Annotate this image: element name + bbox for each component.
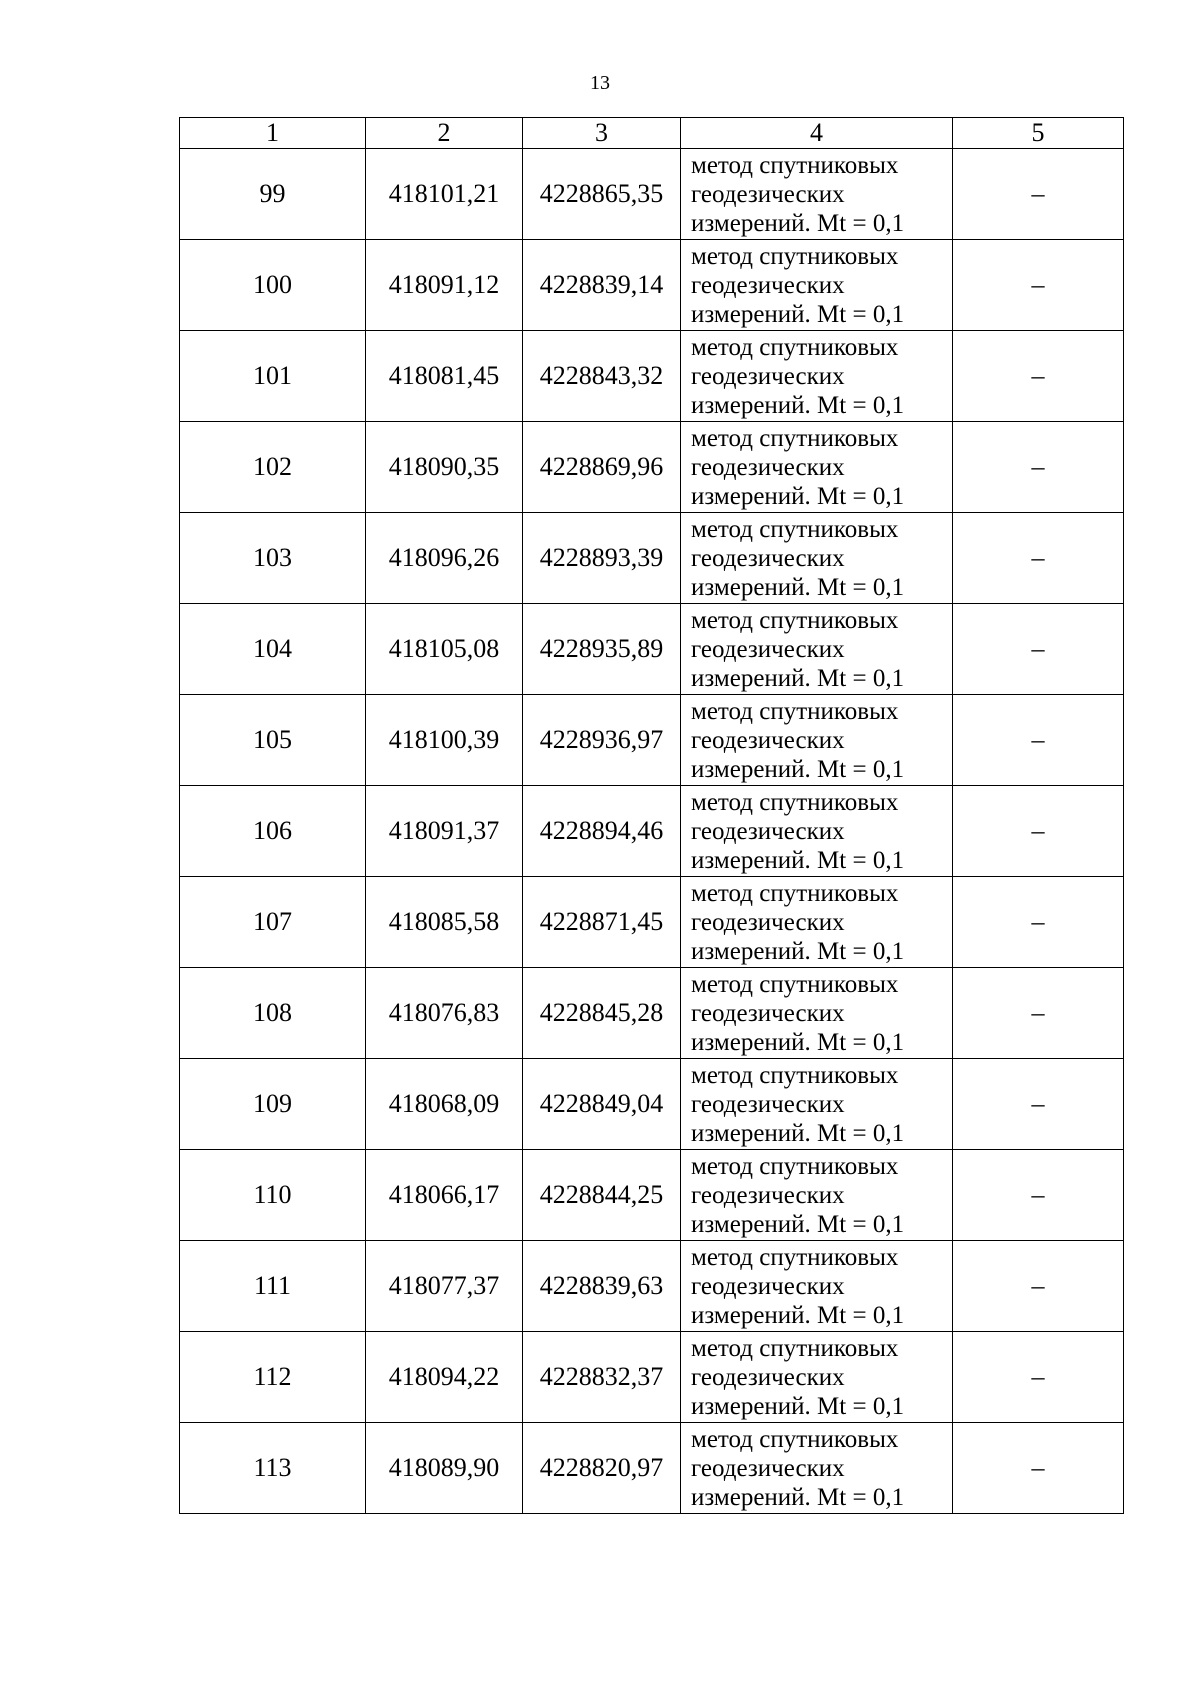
point-number: 101: [180, 331, 366, 422]
coordinate-x: 418101,21: [366, 149, 523, 240]
point-number: 113: [180, 1423, 366, 1514]
coordinate-y: 4228893,39: [523, 513, 681, 604]
measurement-method: метод спутниковых геодезических измерений. Mt = 0,1: [681, 513, 953, 604]
coordinate-x: 418094,22: [366, 1332, 523, 1423]
table-row: [180, 1241, 1124, 1332]
coordinate-x: 418068,09: [366, 1059, 523, 1150]
coordinate-y: 4228894,46: [523, 786, 681, 877]
point-number: 105: [180, 695, 366, 786]
measurement-method: метод спутниковых геодезических измерений. Mt = 0,1: [681, 1150, 953, 1241]
coordinate-y: 4228936,97: [523, 695, 681, 786]
column-header: 1: [180, 118, 366, 149]
table-header-row: [180, 118, 1124, 149]
table-row: [180, 786, 1124, 877]
table-row: [180, 877, 1124, 968]
coordinate-x: 418105,08: [366, 604, 523, 695]
coordinate-x: 418091,12: [366, 240, 523, 331]
row-note: –: [953, 422, 1124, 513]
coordinate-y: 4228820,97: [523, 1423, 681, 1514]
table-row: [180, 331, 1124, 422]
row-note: –: [953, 1423, 1124, 1514]
point-number: 109: [180, 1059, 366, 1150]
table-row: [180, 1059, 1124, 1150]
coordinate-x: 418091,37: [366, 786, 523, 877]
point-number: 107: [180, 877, 366, 968]
measurement-method: метод спутниковых геодезических измерений. Mt = 0,1: [681, 1423, 953, 1514]
coordinate-x: 418066,17: [366, 1150, 523, 1241]
table-row: [180, 604, 1124, 695]
measurement-method: метод спутниковых геодезических измерений. Mt = 0,1: [681, 968, 953, 1059]
point-number: 99: [180, 149, 366, 240]
point-number: 100: [180, 240, 366, 331]
point-number: 103: [180, 513, 366, 604]
measurement-method: метод спутниковых геодезических измерений. Mt = 0,1: [681, 604, 953, 695]
coordinate-x: 418096,26: [366, 513, 523, 604]
row-note: –: [953, 513, 1124, 604]
coordinate-y: 4228839,63: [523, 1241, 681, 1332]
coordinate-x: 418076,83: [366, 968, 523, 1059]
table-body: [180, 149, 1124, 1514]
row-note: –: [953, 1059, 1124, 1150]
page-number: 13: [590, 72, 610, 94]
column-header: 4: [681, 118, 953, 149]
table-row: [180, 1423, 1124, 1514]
row-note: –: [953, 149, 1124, 240]
point-number: 102: [180, 422, 366, 513]
table-row: [180, 513, 1124, 604]
row-note: –: [953, 604, 1124, 695]
row-note: –: [953, 331, 1124, 422]
coordinate-x: 418090,35: [366, 422, 523, 513]
measurement-method: метод спутниковых геодезических измерений. Mt = 0,1: [681, 240, 953, 331]
row-note: –: [953, 1241, 1124, 1332]
point-number: 104: [180, 604, 366, 695]
coordinate-y: 4228849,04: [523, 1059, 681, 1150]
row-note: –: [953, 968, 1124, 1059]
point-number: 110: [180, 1150, 366, 1241]
coordinate-y: 4228845,28: [523, 968, 681, 1059]
row-note: –: [953, 1150, 1124, 1241]
measurement-method: метод спутниковых геодезических измерений. Mt = 0,1: [681, 422, 953, 513]
row-note: –: [953, 786, 1124, 877]
table-row: [180, 422, 1124, 513]
coordinate-x: 418100,39: [366, 695, 523, 786]
coordinate-y: 4228843,32: [523, 331, 681, 422]
table-row: [180, 1150, 1124, 1241]
table-row: [180, 968, 1124, 1059]
coordinate-y: 4228865,35: [523, 149, 681, 240]
coordinate-y: 4228844,25: [523, 1150, 681, 1241]
measurement-method: метод спутниковых геодезических измерений. Mt = 0,1: [681, 1241, 953, 1332]
point-number: 111: [180, 1241, 366, 1332]
column-header: 5: [953, 118, 1124, 149]
measurement-method: метод спутниковых геодезических измерений. Mt = 0,1: [681, 1332, 953, 1423]
point-number: 108: [180, 968, 366, 1059]
coordinate-x: 418089,90: [366, 1423, 523, 1514]
measurement-method: метод спутниковых геодезических измерений. Mt = 0,1: [681, 695, 953, 786]
coordinate-x: 418077,37: [366, 1241, 523, 1332]
row-note: –: [953, 240, 1124, 331]
measurement-method: метод спутниковых геодезических измерений. Mt = 0,1: [681, 1059, 953, 1150]
column-header: 3: [523, 118, 681, 149]
table-row: [180, 695, 1124, 786]
table-row: [180, 149, 1124, 240]
coordinate-y: 4228869,96: [523, 422, 681, 513]
table-row: [180, 1332, 1124, 1423]
table-row: [180, 240, 1124, 331]
coordinate-y: 4228839,14: [523, 240, 681, 331]
measurement-method: метод спутниковых геодезических измерений. Mt = 0,1: [681, 331, 953, 422]
measurement-method: метод спутниковых геодезических измерений. Mt = 0,1: [681, 786, 953, 877]
coordinate-x: 418085,58: [366, 877, 523, 968]
coordinates-table: [179, 117, 1124, 1514]
row-note: –: [953, 1332, 1124, 1423]
row-note: –: [953, 695, 1124, 786]
measurement-method: метод спутниковых геодезических измерений. Mt = 0,1: [681, 877, 953, 968]
coordinate-y: 4228832,37: [523, 1332, 681, 1423]
coordinate-y: 4228935,89: [523, 604, 681, 695]
row-note: –: [953, 877, 1124, 968]
measurement-method: метод спутниковых геодезических измерений. Mt = 0,1: [681, 149, 953, 240]
coordinate-x: 418081,45: [366, 331, 523, 422]
point-number: 112: [180, 1332, 366, 1423]
point-number: 106: [180, 786, 366, 877]
coordinate-y: 4228871,45: [523, 877, 681, 968]
column-header: 2: [366, 118, 523, 149]
